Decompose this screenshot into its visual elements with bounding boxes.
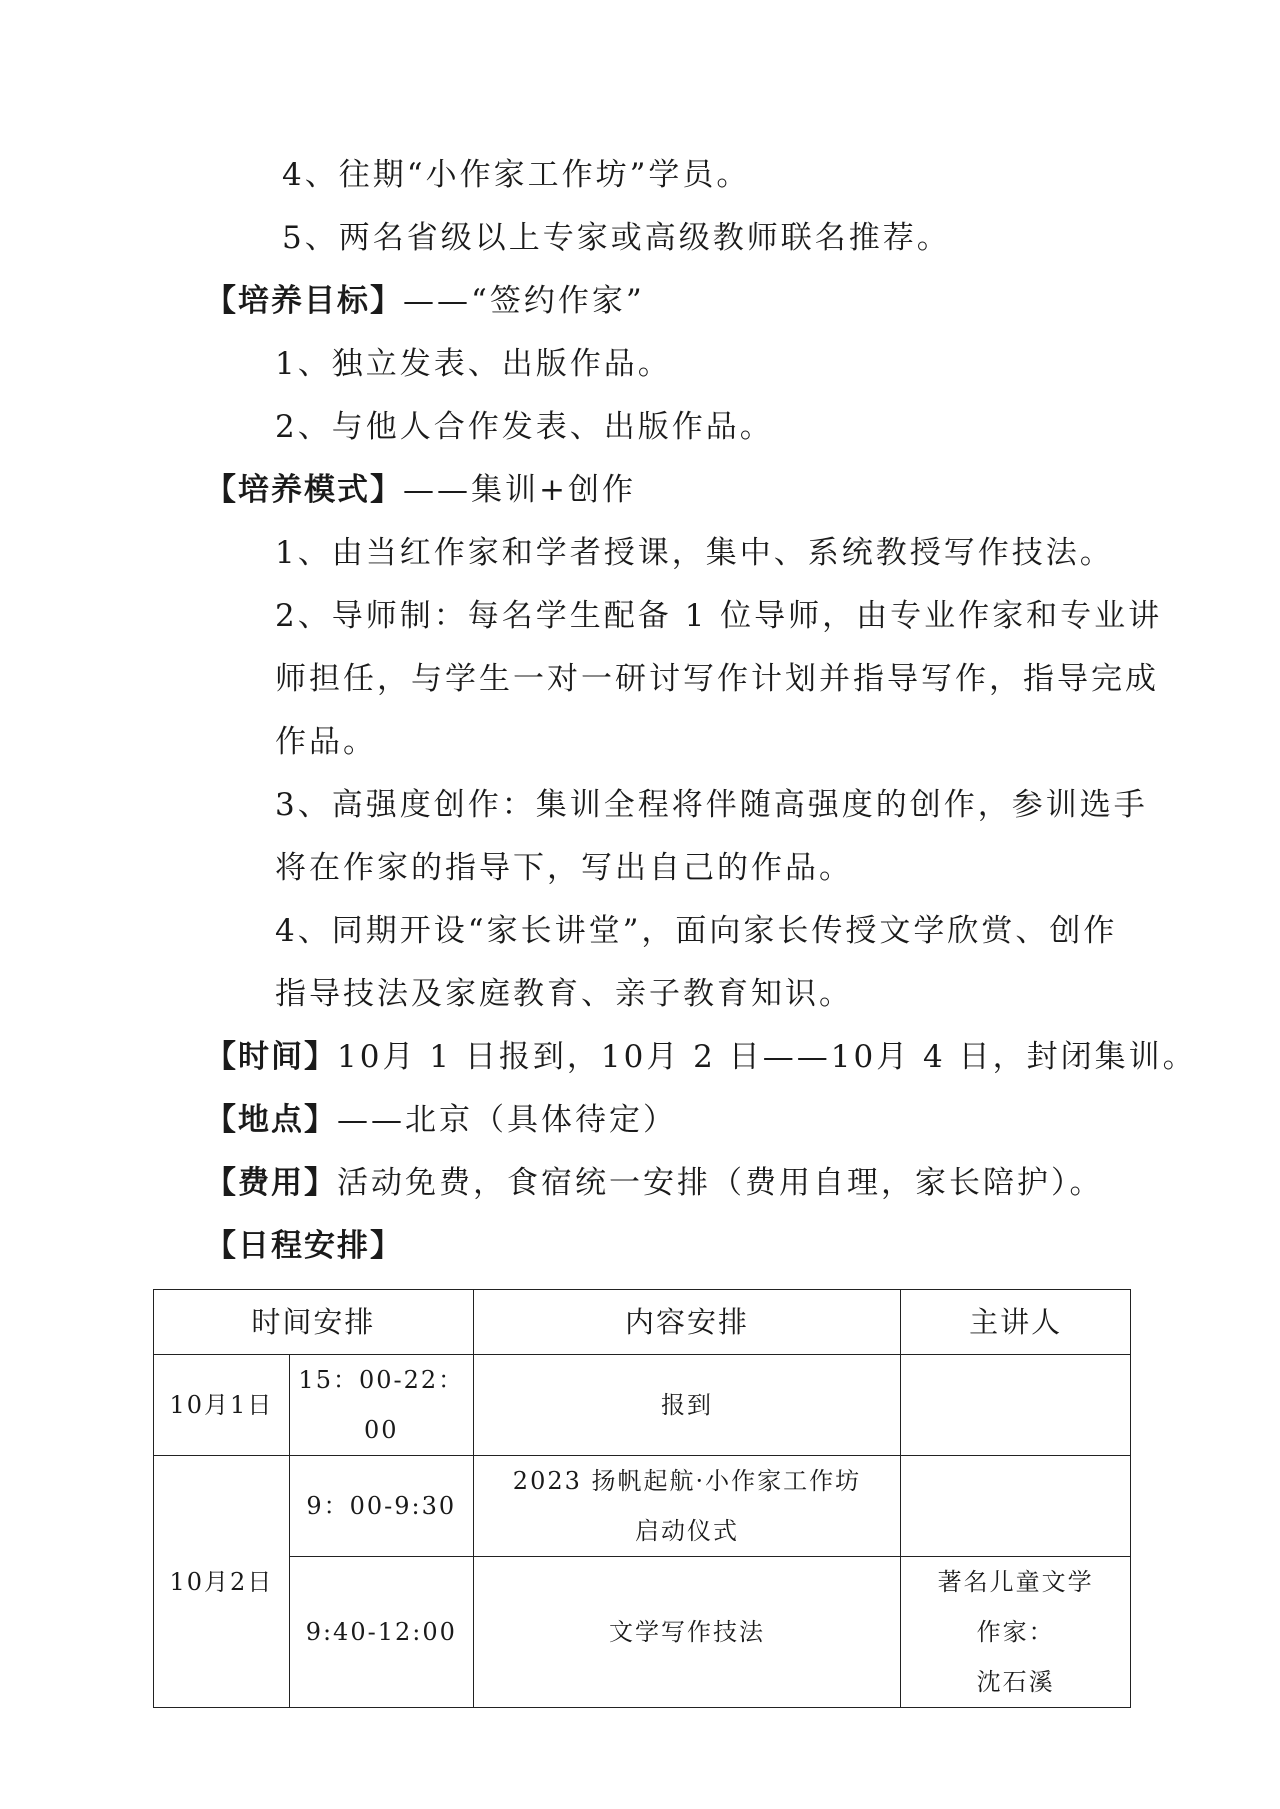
header-time: 时间安排 [154, 1290, 474, 1355]
row3-content: 文学写作技法 [473, 1557, 901, 1708]
fee-line [205, 1163, 1104, 1203]
row3-time: 9:40-12:00 [289, 1557, 473, 1708]
mode-item-2b: 师担任，与学生一对一研讨写作计划并指导写作，指导完成 [275, 661, 1159, 697]
row1-date: 10月1日 [154, 1355, 290, 1456]
mode-item-1: 1、由当红作家和学者授课，集中、系统教授写作技法。 [275, 535, 1114, 571]
time-line [205, 1037, 1197, 1077]
row2-content [473, 1456, 901, 1557]
mode-label: 【培养模式】 [205, 472, 403, 508]
row3-speaker-line1: 著名儿童文学 [937, 1568, 1094, 1596]
row1-content: 报到 [473, 1355, 901, 1456]
row2-date: 10月2日 [154, 1456, 290, 1708]
goal-item-2: 2、与他人合作发表、出版作品。 [275, 409, 774, 445]
schedule-label: 【日程安排】 [205, 1228, 403, 1264]
mode-heading [205, 470, 636, 510]
mode-item-3a: 3、高强度创作：集训全程将伴随高强度的创作，参训选手 [275, 787, 1148, 823]
mode-item-2a: 2、导师制：每名学生配备 1 位导师，由专业作家和专业讲 [275, 598, 1163, 634]
schedule-heading [205, 1226, 403, 1266]
header-speaker: 主讲人 [901, 1290, 1131, 1355]
time-label: 【时间】 [205, 1039, 337, 1075]
header-content: 内容安排 [473, 1290, 901, 1355]
row1-speaker [901, 1355, 1131, 1456]
table-row [154, 1557, 1131, 1708]
goal-item-1: 1、独立发表、出版作品。 [275, 346, 672, 382]
row2-content-line1: 2023 扬帆起航·小作家工作坊 [512, 1467, 862, 1495]
place-line [205, 1100, 677, 1140]
mode-item-4b: 指导技法及家庭教育、亲子教育知识。 [275, 976, 853, 1012]
table-row [154, 1456, 1131, 1557]
place-label: 【地点】 [205, 1102, 337, 1138]
goal-title: ——“签约作家” [403, 283, 645, 319]
mode-item-4a: 4、同期开设“家长讲堂”，面向家长传授文学欣赏、创作 [275, 913, 1118, 949]
table-row [154, 1355, 1131, 1456]
time-text: 10月 1 日报到，10月 2 日——10月 4 日，封闭集训。 [337, 1039, 1197, 1075]
goal-heading [205, 281, 645, 321]
row2-content-line2: 启动仪式 [634, 1517, 739, 1545]
table-header-row [154, 1290, 1131, 1355]
schedule-table [153, 1289, 1131, 1708]
mode-item-3b: 将在作家的指导下，写出自己的作品。 [275, 850, 853, 886]
mode-title: ——集训+创作 [403, 472, 636, 508]
row3-speaker [901, 1557, 1131, 1708]
goal-label: 【培养目标】 [205, 283, 403, 319]
place-text: ——北京（具体待定） [337, 1102, 677, 1138]
row1-time: 15：00-22：00 [289, 1355, 473, 1456]
item-5: 5、两名省级以上专家或高级教师联名推荐。 [282, 220, 951, 256]
item-4: 4、往期“小作家工作坊”学员。 [282, 157, 751, 193]
mode-item-2c: 作品。 [275, 724, 377, 760]
fee-text: 活动免费，食宿统一安排（费用自理，家长陪护）。 [337, 1165, 1104, 1201]
row2-speaker [901, 1456, 1131, 1557]
row3-speaker-line2: 作家： [976, 1618, 1055, 1646]
fee-label: 【费用】 [205, 1165, 337, 1201]
row3-speaker-line3: 沈石溪 [976, 1668, 1055, 1696]
row2-time: 9：00-9:30 [289, 1456, 473, 1557]
